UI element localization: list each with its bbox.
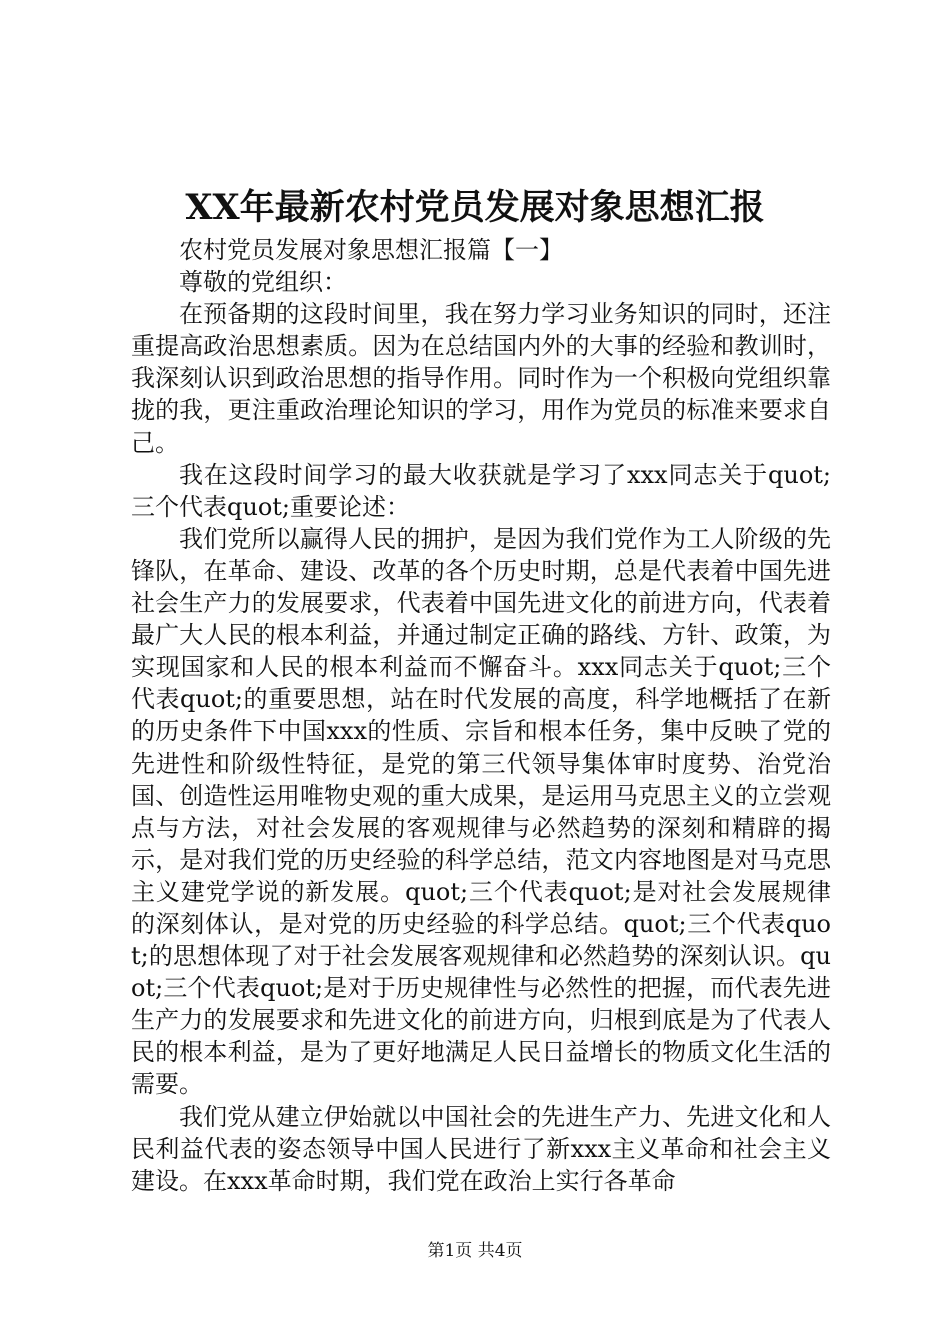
section-heading: 农村党员发展对象思想汇报篇【一】	[179, 236, 563, 264]
paragraph: 在预备期的这段时间里，我在努力学习业务知识的同时，还注重提高政治思想素质。因为在总结国内外的大事的经验和教训时，我深刻认识到政治思想的指导作用。同时作为一个积极向党组织靠拢的我，更注重政治理论知识的学习，用作为党员的标准来要求自己。	[131, 300, 831, 457]
paragraph: 我在这段时间学习的最大收获就是学习了xxx同志关于quot;三个代表quot;重要论述：	[131, 460, 831, 521]
paragraph: 我们党所以赢得人民的拥护，是因为我们党作为工人阶级的先锋队，在革命、建设、改革的各个历史时期，总是代表着中国先进社会生产力的发展要求，代表着中国先进文化的前进方向，代表着最广大人民的根本利益，并通过制定正确的路线、方针、政策，为实现国家和人民的根本利益而不懈奋斗。xxx同志关于quot;三个代表quot;的重要思想，站在时代发展的高度，科学地概括了在新的历史条件下中国xxx的性质、宗旨和根本任务，集中反映了党的先进性和阶级性特征，是党的第三代领导集体审时度势、治党治国、创造性运用唯物史观的重大成果，是运用马克思主义的立尝观点与方法，对社会发展的客观规律与必然趋势的深刻和精辟的揭示，是对我们党的历史经验的科学总结，范文内容地图是对马克思主义建党学说的新发展。quot;三个代表quot;是对社会发展规律的深刻体认，是对党的历史经验的科学总结。quot;三个代表quot;的思想体现了对于社会发展客观规律和必然趋势的深刻认识。quot;三个代表quot;是对于历史规律性与必然性的把握，而代表先进生产力的发展要求和先进文化的前进方向，归根到底是为了代表人民的根本利益，是为了更好地满足人民日益增长的物质文化生活的需要。	[131, 524, 831, 1099]
document-body	[131, 234, 831, 1197]
salutation: 尊敬的党组织：	[179, 268, 347, 297]
document-title: XX年最新农村党员发展对象思想汇报	[185, 187, 765, 228]
paragraph: 我们党从建立伊始就以中国社会的先进生产力、先进文化和人民利益代表的姿态领导中国人民进行了新xxx主义革命和社会主义建设。在xxx革命时期，我们党在政治上实行各革命	[131, 1102, 831, 1195]
page-footer: 第1页 共4页	[427, 1241, 523, 1261]
